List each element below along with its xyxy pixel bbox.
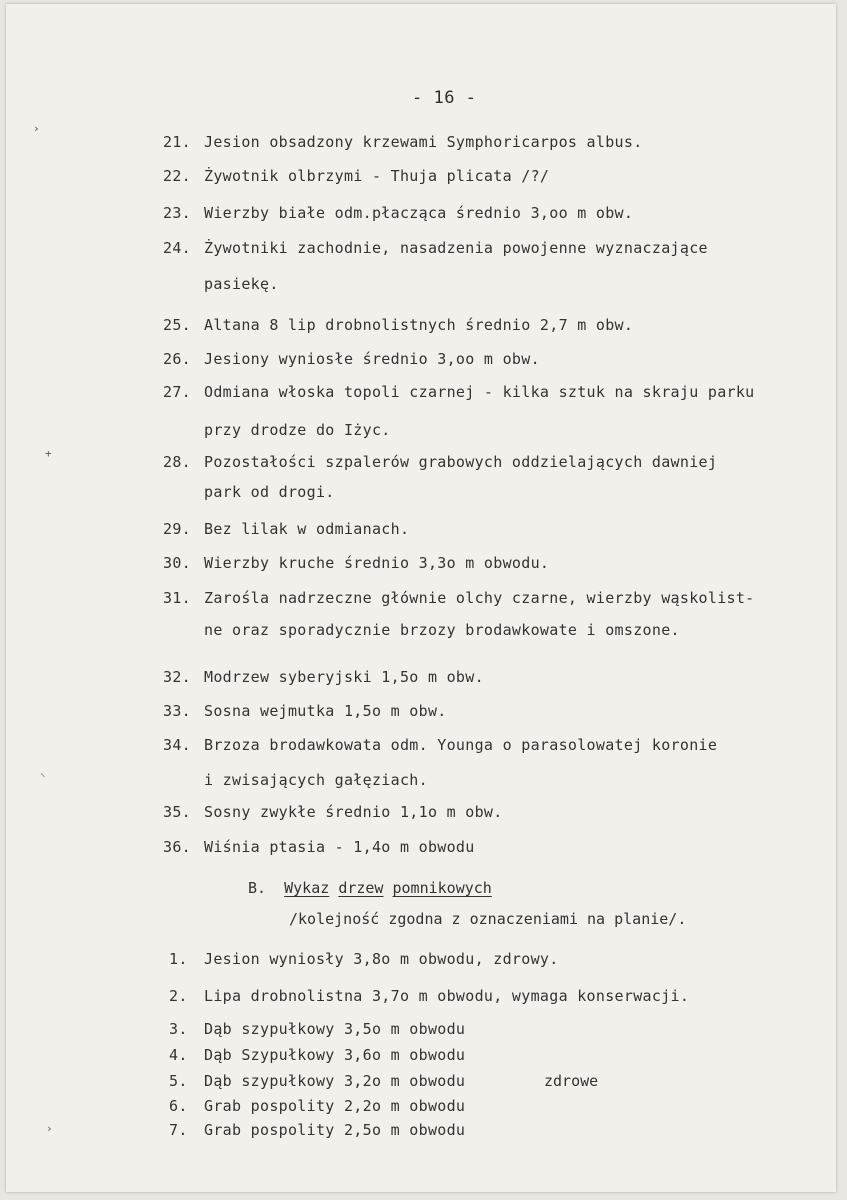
margin-mark: + xyxy=(45,447,52,460)
margin-mark: › xyxy=(33,122,40,135)
margin-mark: › xyxy=(46,1122,53,1135)
note-healthy: zdrowe xyxy=(544,1072,599,1090)
section-heading: B. Wykaz drzew pomnikowych xyxy=(248,879,492,897)
section-subheading: /kolejność zgodna z oznaczeniami na planie/. xyxy=(289,910,687,928)
margin-mark: ⸌ xyxy=(40,771,46,784)
page-number: - 16 - xyxy=(412,88,477,108)
document-page: - 16 - 21. Jesion obsadzony krzewami Symphoricarpos albus. 22. Żywotnik olbrzymi - Thuja plicata /?/ 23. Wierzby białe odm.płacząca średnio 3,oo m obw. 24. Żywotniki zachodnie, nasadzenia powojenne wyznaczające pasiekę. 25. Altana 8 lip drobnolistnych średnio 2,7 m obw. 26. Jesiony wyniosłe średnio 3,oo m obw. 27. Odmiana włoska topoli czarnej - kilka sztuk na skraju parku przy drodze do Iżyc. 28. Pozostałości szpalerów grabowych oddzielających dawniej park od drogi. 29. Bez lilak w odmianach. 30. Wierzby kruche średnio 3,3o m obwodu. 31. Zarośla nadrzeczne głównie olchy czarne, wierzby wąskolist- ne oraz sporadycznie brzozy brodawkowate i omszone. 32. Modrzew syberyjski 1,5o m obw. 33. Sosna wejmutka 1,5o m obw. 34. Brzoza brodawkowata odm. Younga o parasolowatej koronie i zwisających gałęziach. 35. Sosny zwykłe średnio 1,1o m obw. 36. Wiśnia ptasia - 1,4o m obwodu B. Wykaz drzew pomnikowych /kolejność zgodna z oznaczeniami na planie/. 1. Jesion wyniosły 3,8o m obwodu, zdrowy. 2. Lipa drobnolistna 3,7o m obwodu, wymaga konserwacji. 3. Dąb szypułkowy 3,5o m obwodu 4. Dąb Szypułkowy 3,6o m obwodu 5. Dąb szypułkowy 3,2o m obwodu 6. Grab pospolity 2,2o m obwodu 7. Grab pospolity 2,5o m obwodu zdrowe › + ⸌ › xyxy=(6,4,836,1192)
